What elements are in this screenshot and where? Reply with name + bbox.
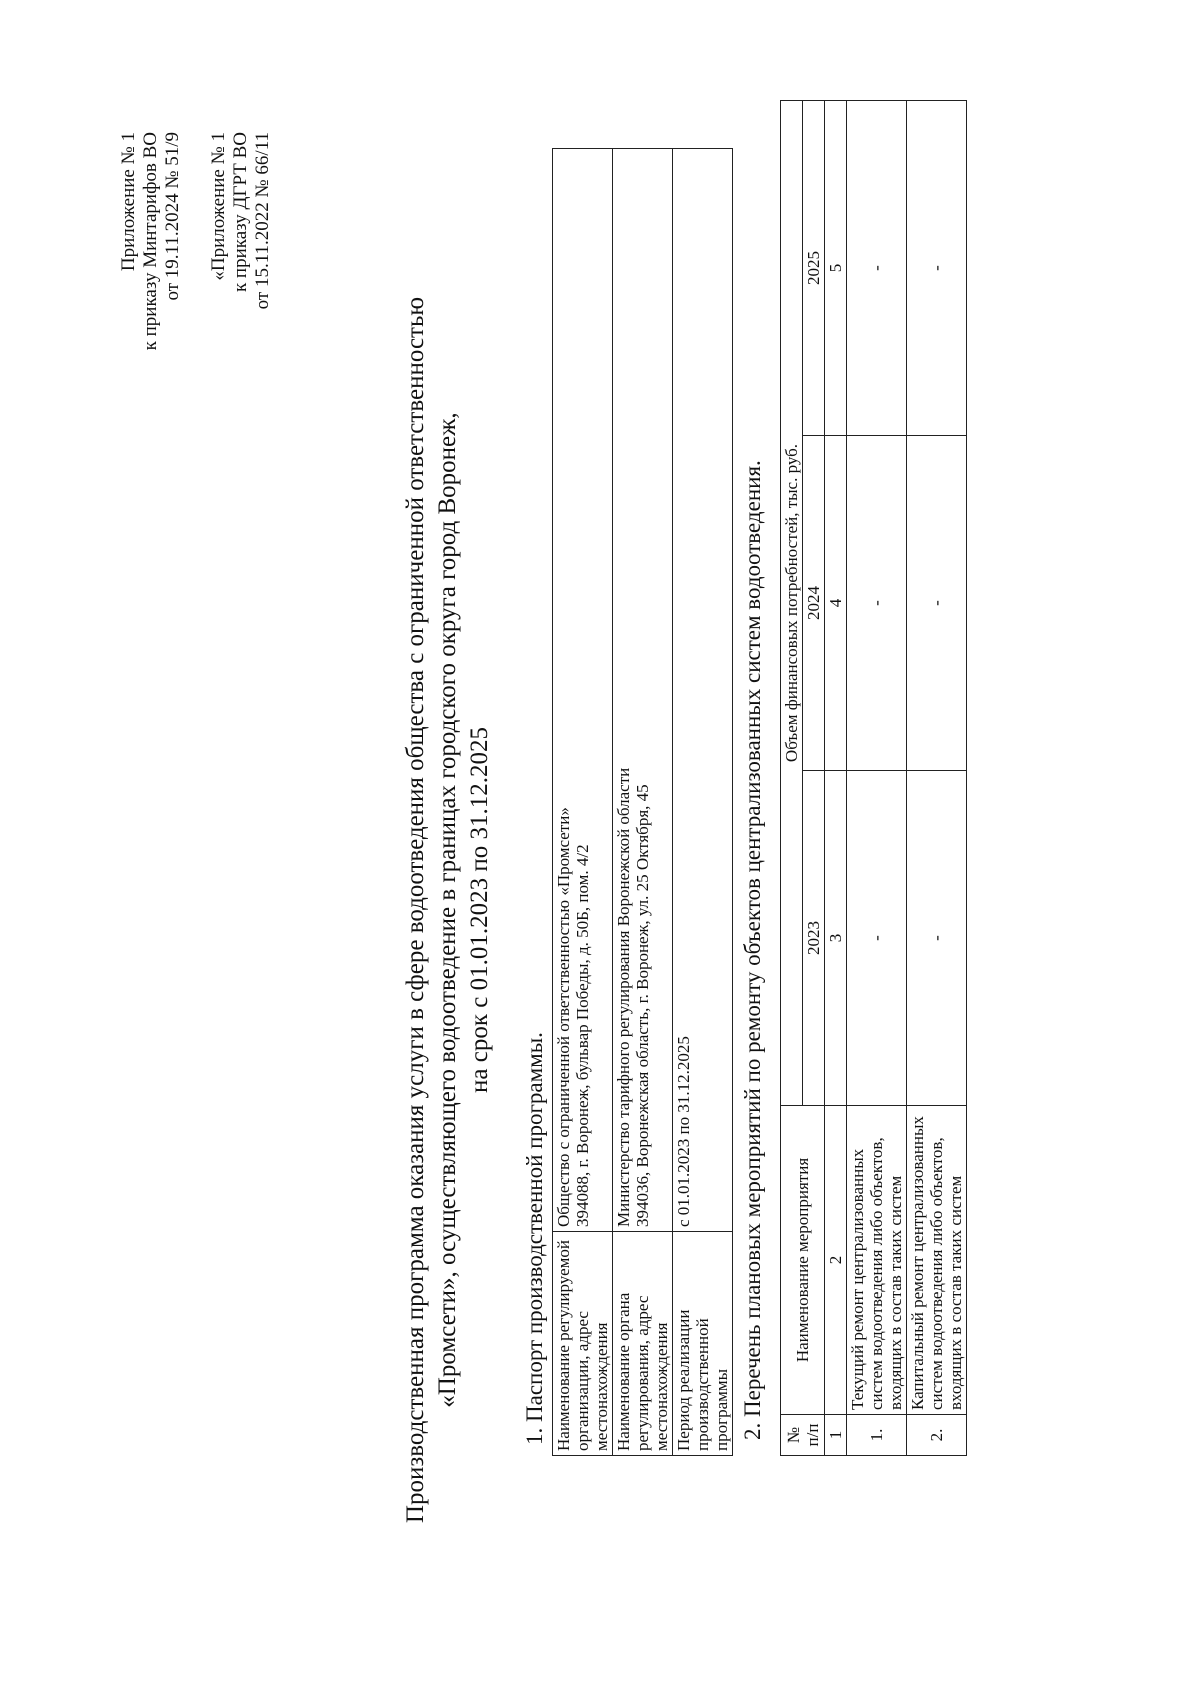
stamp-line: «Приложение № 1	[208, 132, 229, 281]
column-number: 4	[825, 436, 847, 771]
table-row	[553, 149, 613, 1456]
table-row	[847, 101, 907, 1456]
volume-cell: -	[907, 771, 967, 1106]
column-header-no: № п/п	[781, 1415, 825, 1456]
volume-cell: -	[847, 436, 907, 771]
column-header-year: 2023	[803, 771, 825, 1106]
measures-table	[780, 100, 967, 1456]
table-header-row	[781, 101, 803, 1456]
volume-cell: -	[907, 101, 967, 436]
volume-cell: -	[847, 771, 907, 1106]
column-number: 1	[825, 1415, 847, 1456]
volume-cell: -	[847, 101, 907, 436]
measure-name: Капитальный ремонт централизованных систем водоотведения либо объектов, входящих в состав таких систем	[907, 1106, 967, 1415]
title-line: Производственная программа оказания услуги в сфере водоотведения общества с ограниченной ответственностью	[402, 296, 429, 1524]
table-row	[613, 149, 673, 1456]
row-number: 1.	[847, 1415, 907, 1456]
table-row	[907, 101, 967, 1456]
column-number: 2	[825, 1106, 847, 1415]
section-2-heading: 2. Перечень плановых мероприятий по ремонту объектов централизованных систем водоотведения.	[740, 460, 765, 1440]
stamp-line: от 15.11.2022 № 66/11	[252, 132, 273, 310]
column-number-row	[825, 101, 847, 1456]
volume-cell: -	[907, 436, 967, 771]
document-title	[400, 250, 496, 1570]
column-header-name: Наименование мероприятия	[781, 1106, 825, 1415]
column-header-volume: Объем финансовых потребностей, тыс. руб.	[781, 101, 803, 1106]
table-row	[673, 149, 733, 1456]
section-1-heading: 1. Паспорт производственной программы.	[522, 1032, 547, 1445]
passport-label: Наименование органа регулирования, адрес местонахождения	[613, 1232, 673, 1456]
column-header-year: 2025	[803, 101, 825, 436]
passport-label: Наименование регулируемой организации, адрес местонахождения	[553, 1232, 613, 1456]
value-line: Министерство тарифного регулирования Воронежской области	[614, 767, 633, 1227]
value-line: 394088, г. Воронеж, бульвар Победы, д. 50Б, пом. 4/2	[573, 844, 592, 1227]
approval-stamp-previous	[208, 132, 274, 492]
passport-value	[613, 149, 673, 1232]
passport-value	[673, 149, 733, 1232]
column-number: 3	[825, 771, 847, 1106]
title-line: на срок с 01.01.2023 по 31.12.2025	[466, 727, 493, 1093]
row-number: 2.	[907, 1415, 967, 1456]
passport-value	[553, 149, 613, 1232]
stamp-line: от 19.11.2024 № 51/9	[162, 132, 183, 301]
value-line: Общество с ограниченной ответственностью «Промсети»	[554, 807, 573, 1227]
stamp-line: Приложение № 1	[118, 132, 139, 272]
passport-label: Период реализации производственной программы	[673, 1232, 733, 1456]
stamp-line: к приказу Минтарифов ВО	[140, 132, 161, 351]
passport-table	[552, 148, 733, 1456]
title-line: «Промсети», осуществляющего водоотведение в границах городского округа город Воронеж,	[434, 412, 461, 1408]
stamp-line: к приказу ДГРТ ВО	[230, 132, 251, 293]
approval-stamp-current	[118, 132, 184, 492]
measure-name: Текущий ремонт централизованных систем водоотведения либо объектов, входящих в состав таких систем	[847, 1106, 907, 1415]
value-line: с 01.01.2023 по 31.12.2025	[674, 1036, 693, 1227]
column-header-year: 2024	[803, 436, 825, 771]
value-line: 394036, Воронежская область, г. Воронеж, ул. 25 Октября, 45	[633, 784, 652, 1227]
column-number: 5	[825, 101, 847, 436]
